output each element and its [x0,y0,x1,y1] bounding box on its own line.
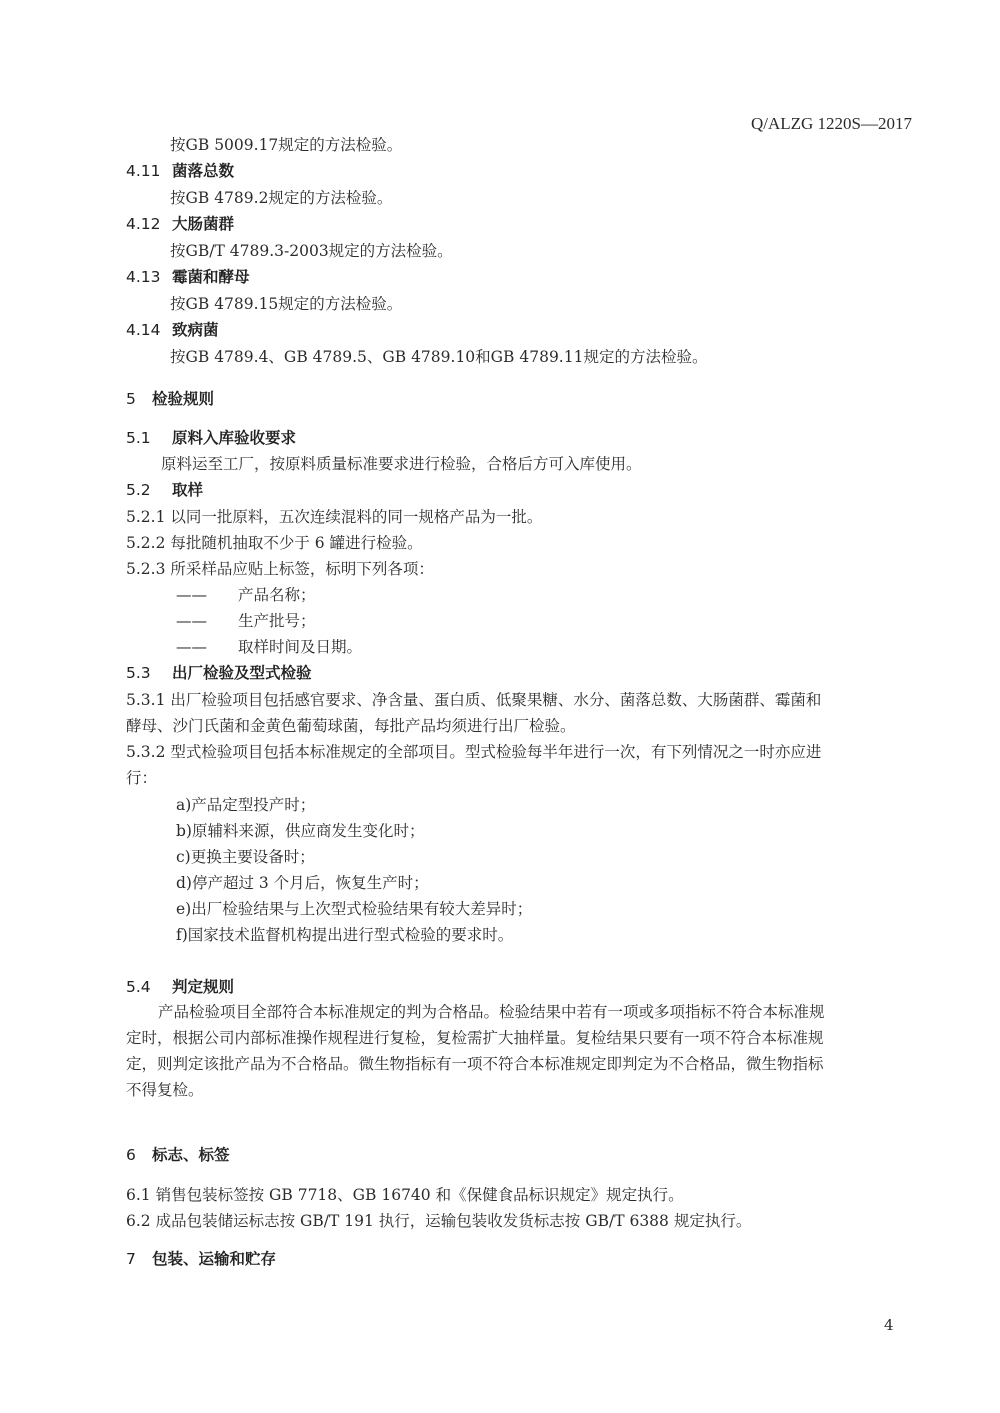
section-title: 霉菌和酵母 [172,268,250,286]
section-heading-4-12 [126,213,234,235]
section-heading-5-3 [126,662,312,684]
section-heading-5-2 [126,479,203,501]
body-line: 原料运至工厂，按原料质量标准要求进行检验，合格后方可入库使用。 [161,455,642,473]
body-line: 产品检验项目全部符合本标准规定的判为合格品。检验结果中若有一项或多项指标不符合本标准规 [158,1003,825,1021]
list-item: d)停产超过 3 个月后，恢复生产时； [176,874,429,892]
section-title: 原料入库验收要求 [172,429,297,447]
dash-marker: —— [176,586,207,604]
body-line: 5.2.3 所采样品应贴上标签，标明下列各项： [126,560,434,578]
section-title: 检验规则 [152,390,215,408]
section-number: 7 [126,1250,136,1268]
list-item: b)原辅料来源，供应商发生变化时； [176,822,425,840]
dash-text: 取样时间及日期。 [238,638,363,656]
section-number: 4.12 [126,215,161,233]
dash-list-item [176,584,316,606]
body-line: 6.2 成品包装储运标志按 GB/T 191 执行，运输包装收发货标志按 GB/T 6388 规定执行。 [126,1212,752,1230]
list-item: c)更换主要设备时； [176,848,315,866]
body-line: 不得复检。 [126,1081,204,1099]
section-heading-4-13 [126,266,250,288]
section-number: 6 [126,1146,136,1164]
section-title: 菌落总数 [172,162,235,180]
body-line: 定，则判定该批产品为不合格品。微生物指标有一项不符合本标准规定即判定为不合格品，微生物指标 [126,1055,824,1073]
section-title: 取样 [172,481,204,499]
body-line: 6.1 销售包装标签按 GB 7718、GB 16740 和《保健食品标识规定》规定执行。 [126,1186,684,1204]
section-heading-4-14 [126,319,219,341]
section-number: 5.4 [126,978,151,996]
page-number: 4 [884,1316,894,1334]
section-title: 出厂检验及型式检验 [172,664,312,682]
body-line: 5.3.1 出厂检验项目包括感官要求、净含量、蛋白质、低聚果糖、水分、菌落总数、大肠菌群、霉菌和 [126,691,822,709]
section-number: 4.14 [126,321,161,339]
section-title: 标志、标签 [152,1146,230,1164]
body-line: 5.3.2 型式检验项目包括本标准规定的全部项目。型式检验每半年进行一次，有下列情况之一时亦应进 [126,743,822,761]
dash-marker: —— [176,612,207,630]
section-number: 4.13 [126,268,161,286]
section-heading-5-4 [126,976,234,998]
body-line: 行： [126,769,158,787]
body-line: 定时，根据公司内部标准操作规程进行复检，复检需扩大抽样量。复检结果只要有一项不符合本标准规 [126,1029,824,1047]
section-number: 4.11 [126,162,161,180]
body-line: 酵母、沙门氏菌和金黄色葡萄球菌，每批产品均须进行出厂检验。 [126,717,576,735]
document-code: Q/ALZG 1220S—2017 [750,114,912,133]
body-line: 5.2.1 以同一批原料，五次连续混料的同一规格产品为一批。 [126,508,543,526]
dash-list-item [176,636,362,658]
body-line: 按GB 4789.15规定的方法检验。 [170,295,403,313]
section-number: 5.3 [126,664,151,682]
dash-list-item [176,610,316,632]
body-line: 按GB/T 4789.3-2003规定的方法检验。 [170,242,453,260]
section-title: 大肠菌群 [172,215,235,233]
body-line: 按GB 4789.4、GB 4789.5、GB 4789.10和GB 4789.11规定的方法检验。 [170,348,708,366]
dash-text: 产品名称； [238,586,316,604]
dash-text: 生产批号； [238,612,316,630]
section-heading-5-1 [126,427,296,449]
section-heading-7 [126,1248,276,1270]
list-item: e)出厂检验结果与上次型式检验结果有较大差异时； [176,900,533,918]
body-line: 按GB 5009.17规定的方法检验。 [170,136,403,154]
dash-marker: —— [176,638,207,656]
section-heading-4-11 [126,160,234,182]
list-item: f)国家技术监督机构提出进行型式检验的要求时。 [176,926,514,944]
section-number: 5.1 [126,429,151,447]
section-number: 5 [126,390,136,408]
section-heading-6 [126,1144,230,1166]
section-heading-5 [126,388,214,410]
section-title: 判定规则 [172,978,235,996]
list-item: a)产品定型投产时； [176,796,316,814]
body-line: 按GB 4789.2规定的方法检验。 [170,189,393,207]
section-title: 包装、运输和贮存 [152,1250,277,1268]
section-title: 致病菌 [172,321,219,339]
section-number: 5.2 [126,481,151,499]
body-line: 5.2.2 每批随机抽取不少于 6 罐进行检验。 [126,534,423,552]
